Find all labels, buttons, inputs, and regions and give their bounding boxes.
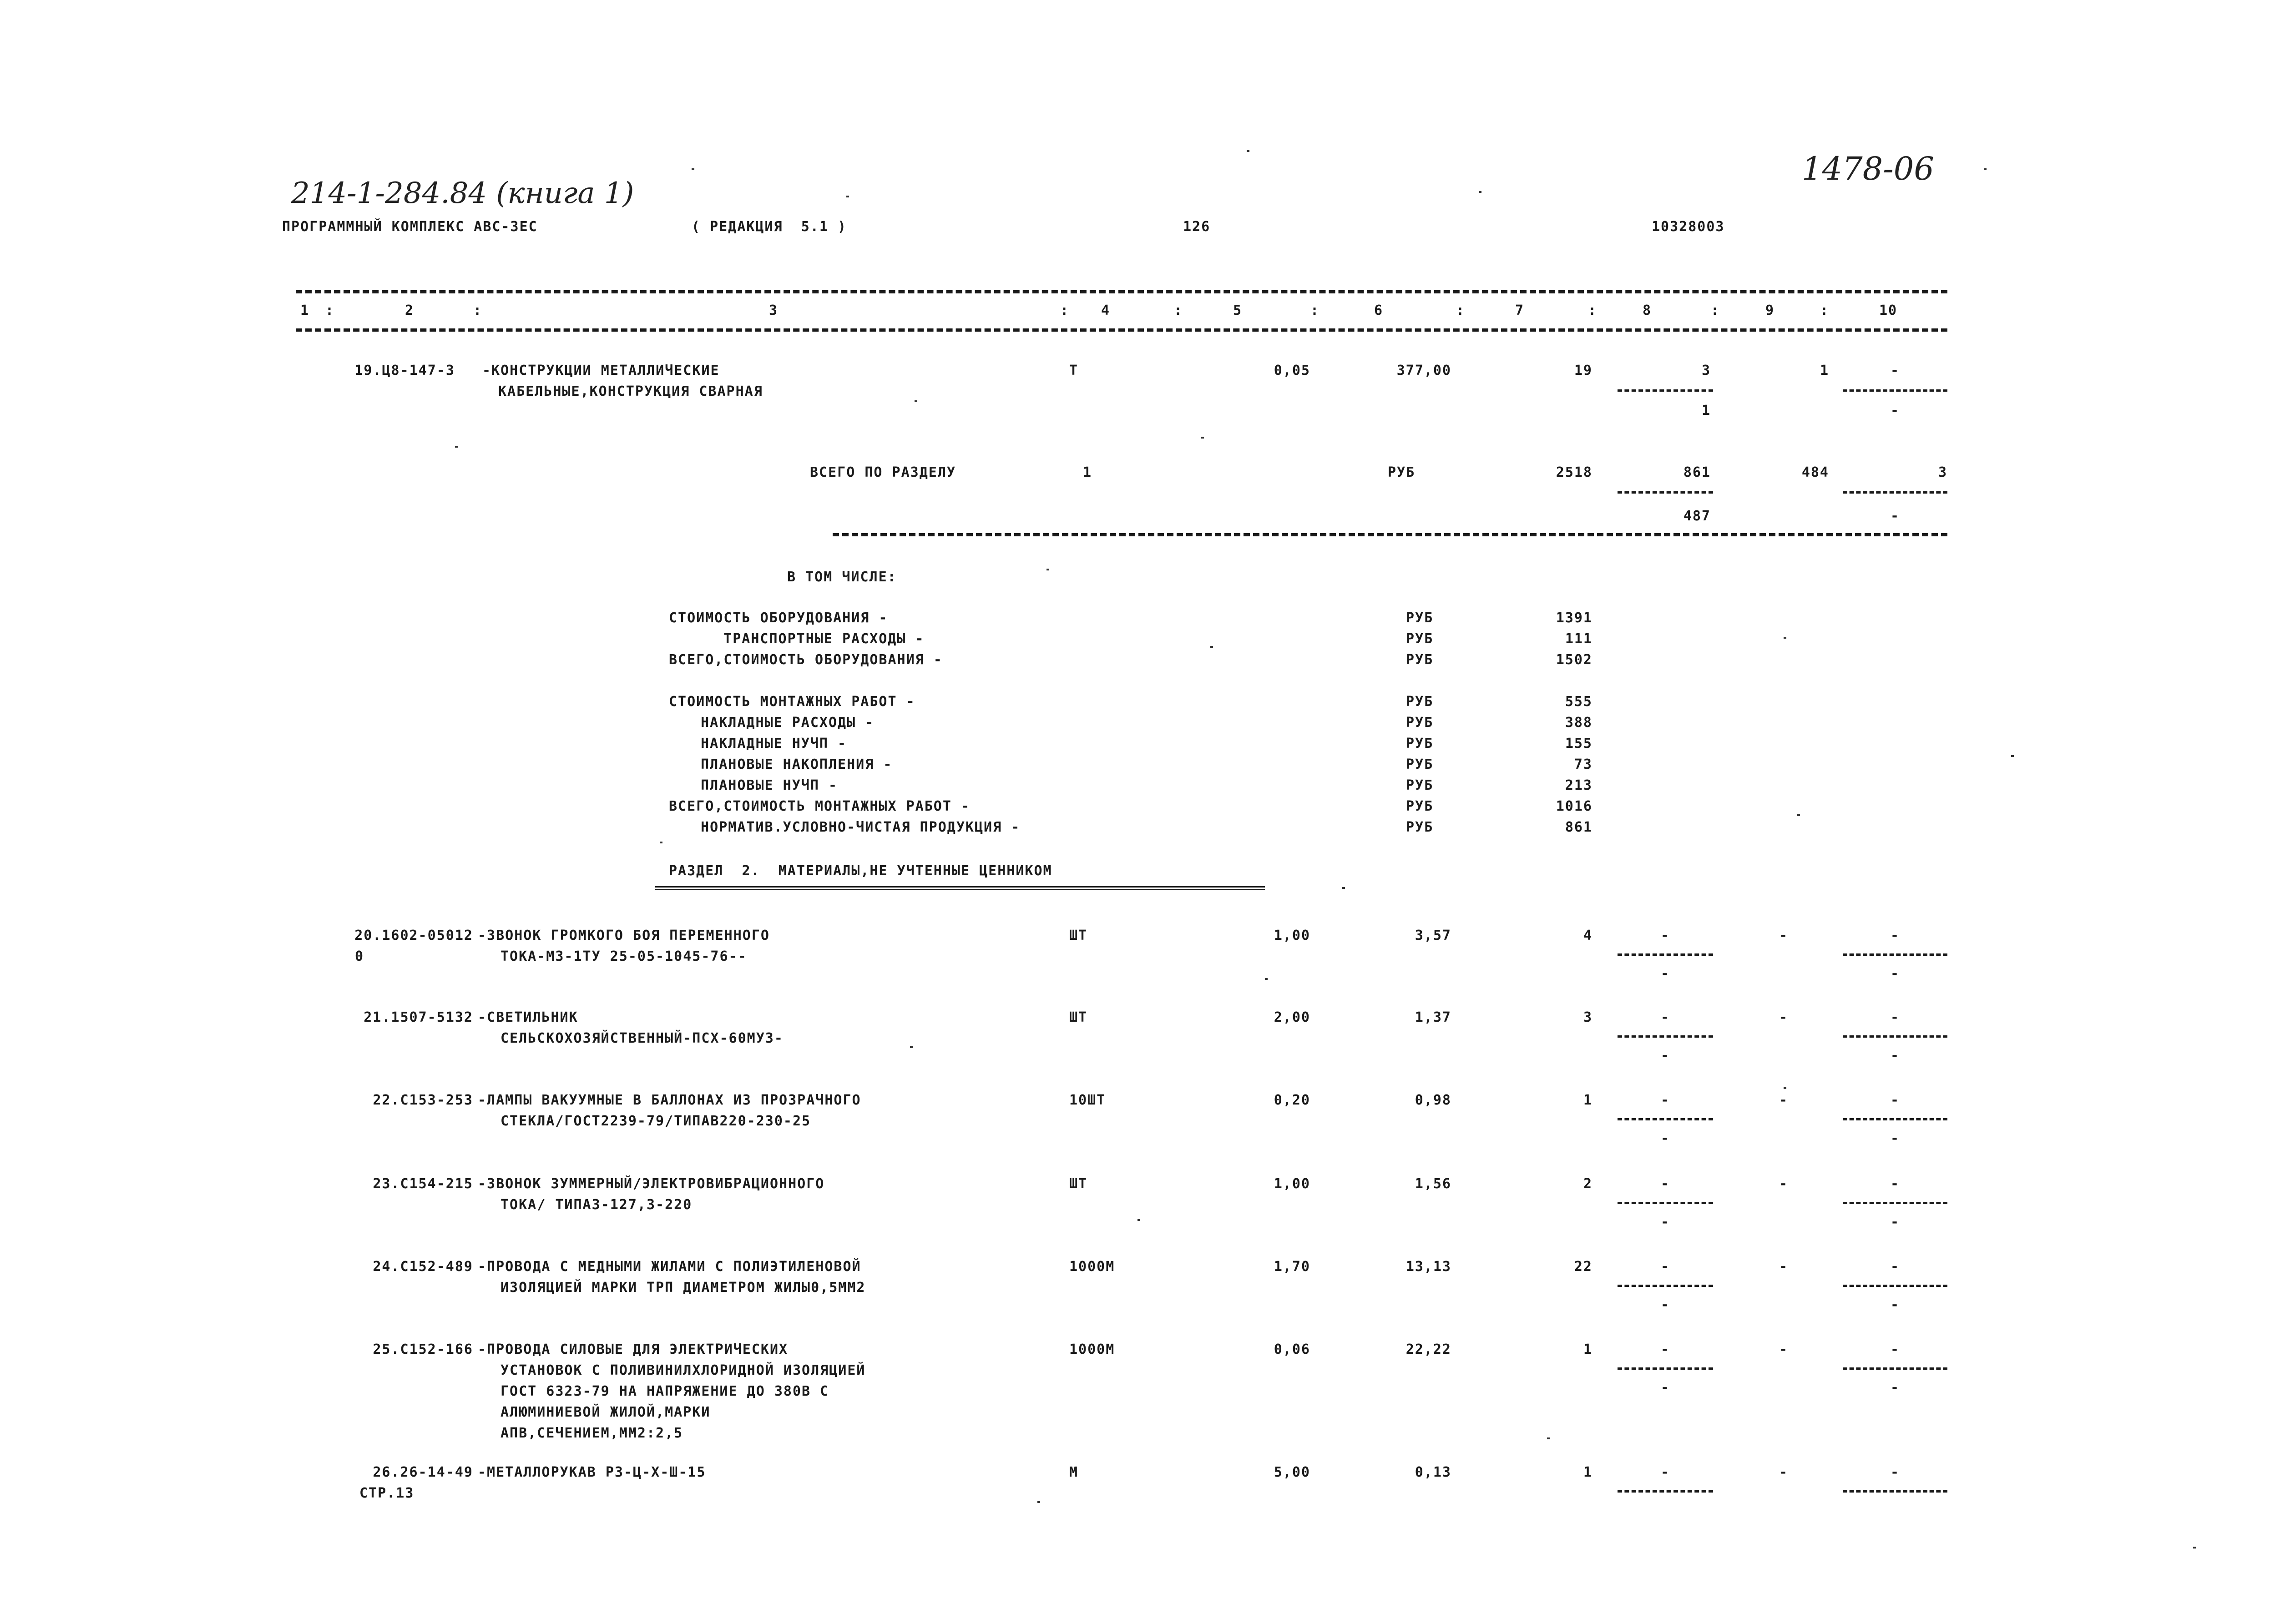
row-col9: - [1779,1342,1789,1357]
scan-speck [2011,755,2014,757]
row-unit: Т [1069,363,1079,378]
row-number: 23.С154-215 [373,1176,473,1192]
row-col10-sub: - [1890,1380,1900,1396]
row-col9: - [1779,1176,1789,1192]
scan-speck [1479,191,1481,193]
row-col8: - [1660,1464,1670,1480]
row-desc-line: ТОКА/ ТИПАЗ-127,3-220 [500,1197,693,1213]
row-qty: 0,05 [1274,363,1310,378]
col-4: 4 [1101,303,1111,318]
row-qty: 1,70 [1274,1259,1310,1275]
row-qty: 2,00 [1274,1009,1310,1025]
row-unit: 1000М [1069,1342,1115,1357]
scan-speck [846,196,849,197]
row-col9: 1 [1820,363,1829,378]
section-total-unit: РУБ [1388,464,1416,480]
col-6: 6 [1374,303,1384,318]
row-number: 20.1602-05012 [354,928,473,943]
doc-number: 10328003 [1652,219,1725,235]
row-number: 25.С152-166 [373,1342,473,1357]
row-desc-line: СЕЛЬСКОХОЗЯЙСТВЕННЫЙ-ПСХ-60МУЗ- [500,1030,784,1046]
row-desc-line: ТОКА-МЗ-1ТУ 25-05-1045-76-- [500,948,747,964]
scan-speck [692,168,694,170]
scan-speck [1138,1219,1140,1221]
row-col10: - [1890,1259,1900,1275]
row-desc-line: -ПРОВОДА С МЕДНЫМИ ЖИЛАМИ С ПОЛИЭТИЛЕНОВОЙ [478,1259,861,1275]
row-col8-sub: - [1660,1297,1670,1313]
row-number: 24.С152-489 [373,1259,473,1275]
scan-speck [1984,168,1987,170]
section-total-col9: 484 [1801,464,1829,480]
row-number: 21.1507-5132 [364,1009,473,1025]
row-desc-line: -ЗВОНОК ЗУММЕРНЫЙ/ЭЛЕКТРОВИБРАЦИОННОГО [478,1176,825,1192]
scan-speck [1201,437,1204,439]
row-desc-line: АПВ,СЕЧЕНИЕМ,ММ2:2,5 [500,1425,683,1441]
row-qty: 5,00 [1274,1464,1310,1480]
section-total-col8: 861 [1683,464,1711,480]
scan-speck [1784,1087,1786,1089]
row-price: 3,57 [1415,928,1451,943]
row-col10: - [1890,1342,1900,1357]
row-desc-line: -ЛАМПЫ ВАКУУМНЫЕ В БАЛЛОНАХ ИЗ ПРОЗРАЧНОГО [478,1092,861,1108]
scan-speck [1784,637,1786,639]
row-unit: ШТ [1069,1176,1088,1192]
section2-title: РАЗДЕЛ 2. МАТЕРИАЛЫ,НЕ УЧТЕННЫЕ ЦЕННИКОМ [669,863,1052,879]
row-price: 22,22 [1405,1342,1451,1357]
row-col9: - [1779,1464,1789,1480]
row-desc-line: АЛЮМИНИЕВОЙ ЖИЛОЙ,МАРКИ [500,1404,711,1420]
section-total-col10-sub: - [1890,508,1900,524]
row-total: 19 [1574,363,1592,378]
handwritten-doc-code: 214-1-284.84 (книга 1) [291,177,634,210]
col-1: 1 [300,303,310,318]
scan-speck [915,400,917,402]
row-col10: - [1890,1176,1900,1192]
scan-speck [1797,814,1800,816]
row-qty: 0,06 [1274,1342,1310,1357]
row-desc-line: ГОСТ 6323-79 НА НАПРЯЖЕНИЕ ДО 380В С [500,1383,829,1399]
row-col9: - [1779,1092,1789,1108]
row-total: 4 [1583,928,1592,943]
row-col10-sub: - [1890,966,1900,982]
handwritten-sheet-code: 1478-06 [1802,150,1934,187]
scan-speck [1037,1501,1040,1503]
col-8: 8 [1642,303,1652,318]
row-col8-sub: - [1660,966,1670,982]
row-col10: - [1890,1464,1900,1480]
section-total-rule [833,533,1947,536]
row-price: 0,13 [1415,1464,1451,1480]
row-col8: - [1660,1342,1670,1357]
row-col8: - [1660,928,1670,943]
row-unit: ШТ [1069,928,1088,943]
row-unit: ШТ [1069,1009,1088,1025]
row-unit: 10ШТ [1069,1092,1106,1108]
row-desc-line: -СВЕТИЛЬНИК [478,1009,578,1025]
row-col10-sub: - [1890,1297,1900,1313]
row-number: 22.С153-253 [373,1092,473,1108]
row-number: 19.Ц8-147-3 [354,363,455,378]
row-qty: 1,00 [1274,1176,1310,1192]
row-col10-sub: - [1890,403,1900,419]
row-total: 1 [1583,1342,1592,1357]
page-number: 126 [1183,219,1211,235]
row-col10-sub: - [1890,1214,1900,1230]
row-col9: - [1779,928,1789,943]
scan-speck [1547,1437,1550,1439]
col-2: 2 [404,303,415,318]
edition: ( РЕДАКЦИЯ 5.1 ) [692,219,847,235]
scan-speck [1210,646,1213,648]
row-col8-sub: 1 [1701,403,1711,419]
scan-speck [1265,978,1268,980]
row-col8-sub: - [1660,1130,1670,1146]
scan-speck [910,1046,913,1048]
row-price: 1,56 [1415,1176,1451,1192]
row-desc-line: -МЕТАЛЛОРУКАВ РЗ-Ц-Х-Ш-15 [478,1464,706,1480]
row-col10-sub: - [1890,1048,1900,1064]
row-desc-line: ИЗОЛЯЦИЕЙ МАРКИ ТРП ДИАМЕТРОМ ЖИЛЫ0,5ММ2 [500,1280,866,1296]
row-number-2: 0 [355,948,364,964]
header-rule-top [296,290,1947,293]
row-col9: - [1779,1009,1789,1025]
header-rule-bottom [296,328,1947,332]
row-col8-sub: - [1660,1048,1670,1064]
row-col10: - [1890,1092,1900,1108]
section-total-col10: 3 [1938,464,1947,480]
row-col8-sub: - [1660,1214,1670,1230]
row-price: 377,00 [1396,363,1451,378]
row-col8: - [1660,1092,1670,1108]
row-desc-line: КАБЕЛЬНЫЕ,КОНСТРУКЦИЯ СВАРНАЯ [498,383,763,399]
row-col8-sub: - [1660,1380,1670,1396]
section-total-number: 1 [1083,464,1092,480]
scan-speck [1046,569,1049,570]
col-3: 3 [768,303,779,318]
scan-speck [1247,150,1249,152]
scan-speck [455,446,458,448]
row-col8: - [1660,1176,1670,1192]
row-col10: - [1890,363,1900,378]
section-total-label: ВСЕГО ПО РАЗДЕЛУ [810,464,956,480]
row-price: 0,98 [1415,1092,1451,1108]
section-total-value: 2518 [1556,464,1592,480]
col-9: 9 [1765,303,1775,318]
section2-underline [655,886,1265,890]
section-total-col8-sub: 487 [1683,508,1711,524]
col-5: 5 [1233,303,1243,318]
scan-speck [2193,1547,2196,1548]
row-desc-line: СТЕКЛА/ГОСТ2239-79/ТИПАВ220-230-25 [500,1113,811,1129]
row-total: 1 [1583,1464,1592,1480]
row-unit: 1000М [1069,1259,1115,1275]
scan-speck [1342,887,1345,889]
scan-speck [660,842,662,843]
row-desc-line: УСТАНОВОК С ПОЛИВИНИЛХЛОРИДНОЙ ИЗОЛЯЦИЕЙ [500,1362,866,1378]
row-col8: - [1660,1009,1670,1025]
document-page: 214-1-284.84 (книга 1) 1478-06 ПРОГРАММНЫЙ КОМПЛЕКС АВС-3ЕС ( РЕДАКЦИЯ 5.1 ) 126 10328003 1 2 3 4 5 6 7 8 9 10 : : : : : : : : : 19.Ц8-147-3 -КОНСТРУКЦИИ МЕТАЛЛИЧЕСКИЕ КАБЕЛЬНЫЕ,КОНСТРУКЦИЯ СВАРНАЯ Т 0,05 377,00 19 3 1 1 - - ВСЕГО ПО РАЗДЕЛУ 1 РУБ 2518 861 487 484 3 - В ТОМ ЧИСЛЕ: СТОИМОСТЬ ОБОРУДОВАНИЯ - РУБ 1391 ТРАНСПОРТНЫЕ РАСХОДЫ - РУБ 111 ВСЕГО,СТОИМОСТЬ ОБОРУДОВАНИЯ - РУБ 1502 СТОИМОСТЬ МОНТАЖНЫХ РАБОТ - РУБ 555 НАКЛАДНЫЕ РАСХОДЫ - РУБ 388 НАКЛАДНЫЕ НУЧП - РУБ 155 ПЛАНОВЫЕ НАКОПЛЕНИЯ - РУБ 73 ПЛАНОВЫЕ НУЧП - РУБ 213 ВСЕГО,СТОИМОСТЬ МОНТАЖНЫХ РАБОТ - РУБ 1016 НОРМАТИВ.УСЛОВНО-ЧИСТАЯ ПРОДУКЦИЯ - РУБ 861 РАЗДЕЛ 2. МАТЕРИАЛЫ,НЕ УЧТЕННЫЕ ЦЕННИКОМ 20.1602-05012 0 -ЗВОНОК ГРОМКОГО БОЯ ПЕРЕМЕННОГО ТОКА-МЗ-1ТУ 25-05-1045-76-- ШТ 1,00 3,57 4 - - - - - 21.1507-5132 -СВЕТИЛЬНИК СЕЛЬСКОХОЗЯЙСТВЕННЫЙ-ПСХ-60МУЗ- ШТ 2,00 1,37 3 - - - - - 22.С153-253 -ЛАМПЫ ВАКУУМНЫЕ В БАЛЛОНАХ ИЗ ПРОЗРАЧНОГО СТЕКЛА/ГОСТ2239-79/ТИПАВ220-230-25 10ШТ 0,20 0,98 1 - - - - - 23.С154-215 -ЗВОНОК ЗУММЕРНЫЙ/ЭЛЕКТРОВИБРАЦИОННОГО ТОКА/ ТИПАЗ-127,3-220 ШТ 1,00 1,56 2 - - - - - 24.С152-489 -ПРОВОДА С МЕДНЫМИ ЖИЛАМИ С ПОЛИЭТИЛЕНОВОЙ ИЗОЛЯЦИЕЙ МАРКИ ТРП ДИАМЕТРОМ ЖИЛЫ0,5ММ2 1000М 1,70 13,13 22 - - - - - 25.С152-166 -ПРОВОДА СИЛОВЫЕ ДЛЯ ЭЛЕКТРИЧЕСКИХ УСТАНОВОК С ПОЛИВИНИЛХЛОРИДНОЙ ИЗОЛЯЦИЕЙ ГОСТ 6323-79 НА НАПРЯЖЕНИЕ ДО 380В С АЛЮМИНИЕВОЙ ЖИЛОЙ,МАРКИ АПВ,СЕЧЕНИЕМ,ММ2:2,5 1000М 0,06 22,22 1 - - - - - 26.26-14-49 СТР.13 -МЕТАЛЛОРУКАВ РЗ-Ц-Х-Ш-15 М 5,00 0,13 1 - - - [0,0,2275,1624]
col-7: 7 [1515,303,1525,318]
row-total: 22 [1574,1259,1592,1275]
row-col10-sub: - [1890,1130,1900,1146]
row-number: 26.26-14-49 [373,1464,473,1480]
row-number-2: СТР.13 [359,1485,415,1501]
program-name: ПРОГРАММНЫЙ КОМПЛЕКС АВС-3ЕС [282,219,538,235]
row-col9: - [1779,1259,1789,1275]
row-col8: - [1660,1259,1670,1275]
row-total: 1 [1583,1092,1592,1108]
row-total: 2 [1583,1176,1592,1192]
row-unit: М [1069,1464,1079,1480]
col-10: 10 [1879,303,1898,318]
row-qty: 1,00 [1274,928,1310,943]
row-desc-line: -КОНСТРУКЦИИ МЕТАЛЛИЧЕСКИЕ [482,363,720,378]
row-total: 3 [1583,1009,1592,1025]
row-col10: - [1890,928,1900,943]
row-col10: - [1890,1009,1900,1025]
row-price: 13,13 [1405,1259,1451,1275]
row-col8: 3 [1701,363,1711,378]
row-desc-line: -ЗВОНОК ГРОМКОГО БОЯ ПЕРЕМЕННОГО [478,928,770,943]
including-title: В ТОМ ЧИСЛЕ: [787,569,897,585]
row-qty: 0,20 [1274,1092,1310,1108]
row-price: 1,37 [1415,1009,1451,1025]
row-desc-line: -ПРОВОДА СИЛОВЫЕ ДЛЯ ЭЛЕКТРИЧЕСКИХ [478,1342,789,1357]
